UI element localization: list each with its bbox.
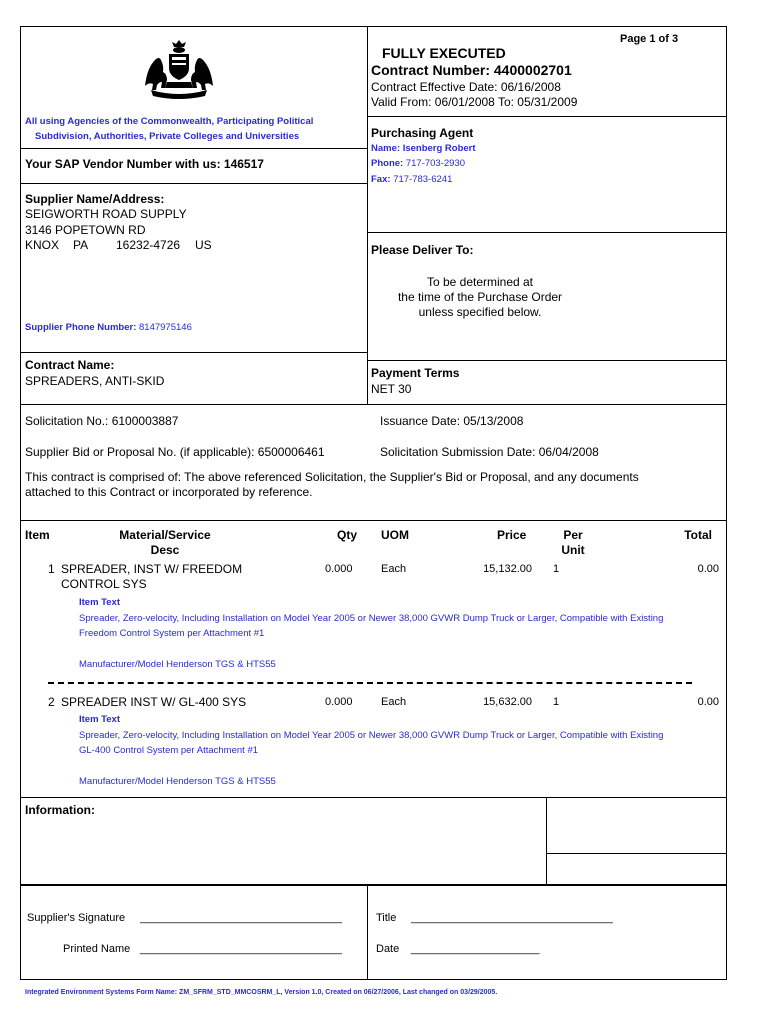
contract-number: Contract Number: 4400002701 (371, 62, 572, 78)
supplier-country: US (195, 238, 212, 252)
printed-name-line[interactable]: _________________________________ (140, 943, 342, 955)
supplier-zip: 16232-4726 (116, 238, 181, 252)
row-2-item-text-1: Spreader, Zero-velocity, Including Installation on Model Year 2005 or Newer 38,000 GVWR Dump Truck or Larger, Compatible with Existing (79, 730, 664, 741)
row-2-price: 15,632.00 (483, 696, 532, 708)
supplier-title: Supplier Name/Address: (25, 192, 165, 206)
supplier-signature-label: Supplier's Signature (27, 912, 126, 924)
date-line[interactable]: _____________________ (411, 943, 540, 955)
signature-box (20, 885, 727, 980)
row-1-uom: Each (381, 563, 407, 575)
purchasing-agent-name: Name: Isenberg Robert (371, 143, 476, 154)
row-1-desc: SPREADER, INST W/ FREEDOM (61, 562, 243, 576)
payment-terms-title: Payment Terms (371, 366, 460, 380)
issuance-date: Issuance Date: 05/13/2008 (380, 414, 524, 428)
divider (20, 797, 727, 798)
divider (20, 404, 727, 405)
payment-terms-value: NET 30 (371, 382, 412, 396)
divider (20, 520, 727, 521)
row-1-qty: 0.000 (325, 563, 353, 575)
row-1-per-unit: 1 (553, 563, 560, 575)
row-2-manufacturer: Manufacturer/Model Henderson TGS & HTS55 (79, 776, 276, 787)
row-1-item-text-label: Item Text (79, 597, 121, 608)
row-1-price: 15,132.00 (483, 563, 532, 575)
divider (367, 360, 727, 361)
divider (20, 352, 367, 353)
date-label: Date (376, 943, 400, 955)
agencies-line-2: Subdivision, Authorities, Private Colleges and Universities (35, 131, 300, 142)
pennsylvania-seal-icon (141, 38, 217, 100)
row-separator (48, 682, 692, 684)
row-2-item-text-label: Item Text (79, 714, 121, 725)
contract-effective-date: Contract Effective Date: 06/16/2008 (371, 80, 561, 94)
title-line[interactable]: _________________________________ (411, 912, 613, 924)
supplier-state: PA (73, 238, 89, 252)
col-header-material: Material/Service (119, 528, 211, 542)
row-2-number: 2 (48, 695, 55, 709)
supplier-phone: Supplier Phone Number: 8147975146 (25, 322, 192, 333)
col-header-unit: Unit (561, 543, 585, 557)
solicitation-number: Solicitation No.: 6100003887 (25, 414, 179, 428)
row-2-qty: 0.000 (325, 696, 353, 708)
title-label: Title (376, 912, 397, 924)
sap-vendor-number: Your SAP Vendor Number with us: 146517 (25, 157, 264, 171)
supplier-name: SEIGWORTH ROAD SUPPLY (25, 207, 187, 221)
row-2-desc: SPREADER INST W/ GL-400 SYS (61, 695, 247, 709)
row-1-item-text-1: Spreader, Zero-velocity, Including Installation on Model Year 2005 or Newer 38,000 GVWR Dump Truck or Larger, Compatible with Existing (79, 613, 664, 624)
row-1-manufacturer: Manufacturer/Model Henderson TGS & HTS55 (79, 659, 276, 670)
form-footer: Integrated Environment Systems Form Name: ZM_SFRM_STD_MMCOSRM_L, Version 1.0, Created on 06/27/2006, Last changed on 03/29/2005. (25, 989, 498, 996)
fully-executed-label: FULLY EXECUTED (382, 45, 506, 61)
row-1-item-text-2: Freedom Control System per Attachment #1 (79, 628, 265, 639)
supplier-city: KNOX (25, 238, 60, 252)
col-header-total: Total (684, 528, 712, 542)
supplier-street: 3146 POPETOWN RD (25, 223, 146, 237)
divider (546, 797, 547, 885)
purchasing-agent-title: Purchasing Agent (371, 126, 474, 140)
divider (367, 885, 368, 980)
col-header-per: Per (563, 528, 583, 542)
deliver-line-1: To be determined at (426, 275, 534, 289)
deliver-to-title: Please Deliver To: (371, 243, 474, 257)
contract-name-value: SPREADERS, ANTI-SKID (25, 374, 165, 388)
row-2-uom: Each (381, 696, 407, 708)
divider (20, 183, 367, 184)
purchasing-agent-fax: Fax: 717-783-6241 (371, 174, 453, 185)
row-2-item-text-2: GL-400 Control System per Attachment #1 (79, 745, 259, 756)
row-2-total: 0.00 (697, 696, 719, 708)
col-header-uom: UOM (381, 528, 409, 542)
divider (367, 232, 727, 233)
deliver-line-2: the time of the Purchase Order (397, 290, 563, 304)
contract-comprised-line-2: attached to this Contract or incorporated by reference. (25, 485, 313, 499)
col-header-item: Item (25, 528, 50, 542)
divider (367, 116, 727, 117)
row-2-per-unit: 1 (553, 696, 560, 708)
solicitation-submission-date: Solicitation Submission Date: 06/04/2008 (380, 445, 599, 459)
divider (20, 148, 367, 149)
contract-comprised-line-1: This contract is comprised of: The above referenced Solicitation, the Supplier's Bid or Proposal, and any documents (25, 470, 639, 484)
row-1-number: 1 (48, 562, 55, 576)
page-indicator: Page 1 of 3 (620, 33, 679, 45)
information-title: Information: (25, 803, 95, 817)
agencies-line-1: All using Agencies of the Commonwealth, Participating Political (25, 116, 314, 127)
row-1-total: 0.00 (697, 563, 719, 575)
col-header-price: Price (497, 528, 527, 542)
header-divider (367, 26, 368, 404)
row-1-desc-2: CONTROL SYS (61, 577, 147, 591)
purchasing-agent-phone: Phone: 717-703-2930 (371, 158, 466, 169)
supplier-bid-number: Supplier Bid or Proposal No. (if applicable): 6500006461 (25, 445, 325, 459)
valid-dates: Valid From: 06/01/2008 To: 05/31/2009 (371, 95, 578, 109)
printed-name-label: Printed Name (63, 943, 131, 955)
deliver-line-3: unless specified below. (418, 305, 542, 319)
supplier-signature-line[interactable]: _________________________________ (140, 912, 342, 924)
col-header-qty: Qty (337, 528, 358, 542)
divider (546, 853, 727, 854)
contract-name-title: Contract Name: (25, 358, 115, 372)
col-header-desc: Desc (150, 543, 180, 557)
